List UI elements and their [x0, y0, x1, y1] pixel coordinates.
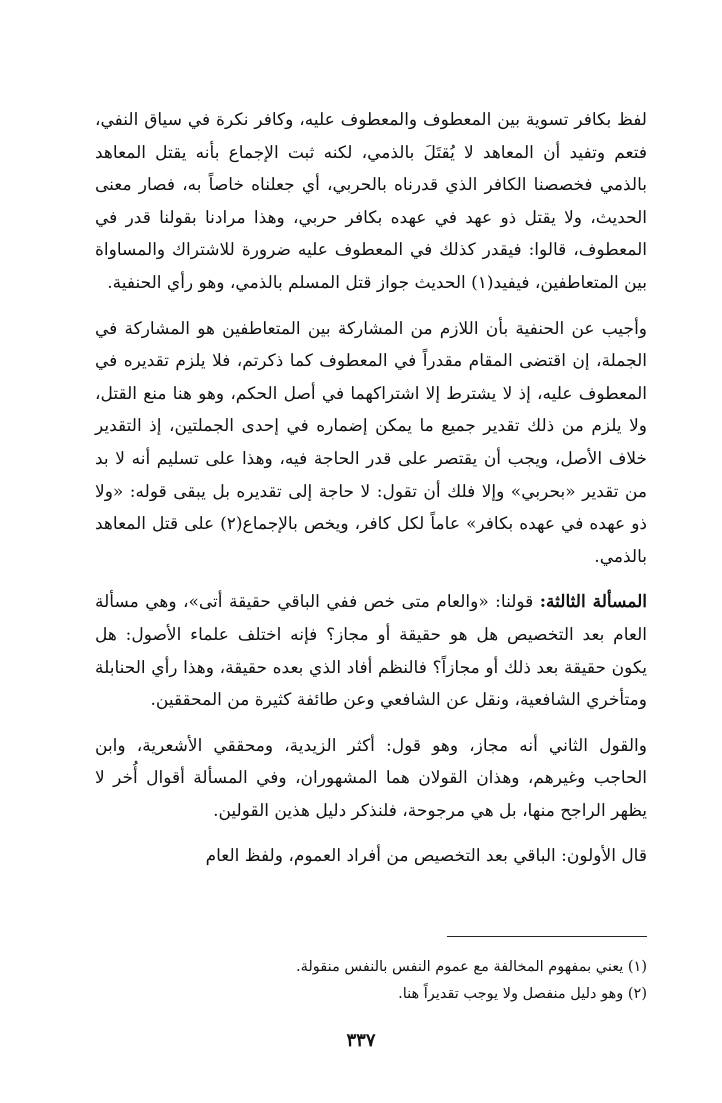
paragraph-3: [95, 586, 647, 716]
paragraph-1: [95, 104, 647, 300]
paragraph-text: قال الأولون: الباقي بعد التخصيص من أفراد العموم، ولفظ العام: [205, 846, 647, 867]
paragraph-text: قولنا: «والعام متى خص ففي الباقي حقيقة أتى»، وهي مسألة العام بعد التخصيص هل هو حقيقة أو مجاز؟ فإنه اختلف علماء الأصول: هل يكون حقيقة بعد ذلك أو مجازاً؟ فالنظم أفاد الذي بعده حقيقة، وهذا رأي الحنابلة ومتأخري الشافعية، ونقل عن الشافعي وعن طائفة كثيرة من المحققين.: [95, 592, 647, 711]
page-body: [95, 104, 647, 873]
footnote-1: (١) يعني بمفهوم المخالفة مع عموم النفس بالنفس منقولة.: [296, 959, 647, 975]
footnote-2: (٢) وهو دليل منفصل ولا يوجب تقديراً هنا.: [398, 986, 647, 1002]
paragraph-text: وأجيب عن الحنفية بأن اللازم من المشاركة بين المتعاطفين هو المشاركة في الجملة، إن اقتضى المقام مقدراً في المعطوف كما ذكرتم، فلا يلزم تقديره في المعطوف عليه، إذ لا يشترط إلا اشتراكهما في أصل الحكم، وهو هنا منع القتل، ولا يلزم من ذلك تقدير جميع ما يمكن إضماره في إحدى الجملتين، إذ التقدير خلاف الأصل، ويجب أن يقتصر على قدر الحاجة فيه، وهذا على تسليم أنه لا بد من تقدير «بحربي» وإلا فلك أن تقول: لا حاجة إلى تقديره بل يبقى قوله: «ولا ذو عهده في عهده بكافر» عاماً لكل كافر، ويخص بالإجماع(٢) على قتل المعاهد بالذمي.: [95, 318, 647, 567]
paragraph-lead: المسألة الثالثة:: [539, 592, 647, 613]
paragraph-5: [95, 840, 647, 873]
paragraph-2: [95, 313, 647, 574]
page-number: ٣٣٧: [346, 1030, 376, 1051]
footnotes: [95, 954, 647, 1008]
footnote-divider: [447, 936, 647, 937]
paragraph-text: والقول الثاني أنه مجاز، وهو قول: أكثر الزيدية، ومحققي الأشعرية، وابن الحاجب وغيرهم، وهذان القولان هما المشهوران، وفي المسألة أقوال أُخر لا يظهر الراجح منها، بل هي مرجوحة، فلنذكر دليل هذين القولين.: [95, 735, 647, 821]
paragraph-4: [95, 730, 647, 828]
paragraph-text: لفظ بكافر تسوية بين المعطوف والمعطوف عليه، وكافر نكرة في سياق النفي، فتعم وتفيد أن المعاهد لا يُقتَلَ بالذمي، لكنه ثبت الإجماع بأنه يقتل المعاهد بالذمي فخصصنا الكافر الذي قدرناه بالحربي، أي جعلناه خاصاً به، فصار معنى الحديث، ولا يقتل ذو عهد في عهده بكافر حربي، وهذا مرادنا بقولنا قدر في المعطوف، قالوا: فيقدر كذلك في المعطوف عليه ضرورة للاشتراك والمساواة بين المتعاطفين، فيفيد(١) الحديث جواز قتل المسلم بالذمي، وهو رأي الحنفية.: [95, 110, 647, 293]
